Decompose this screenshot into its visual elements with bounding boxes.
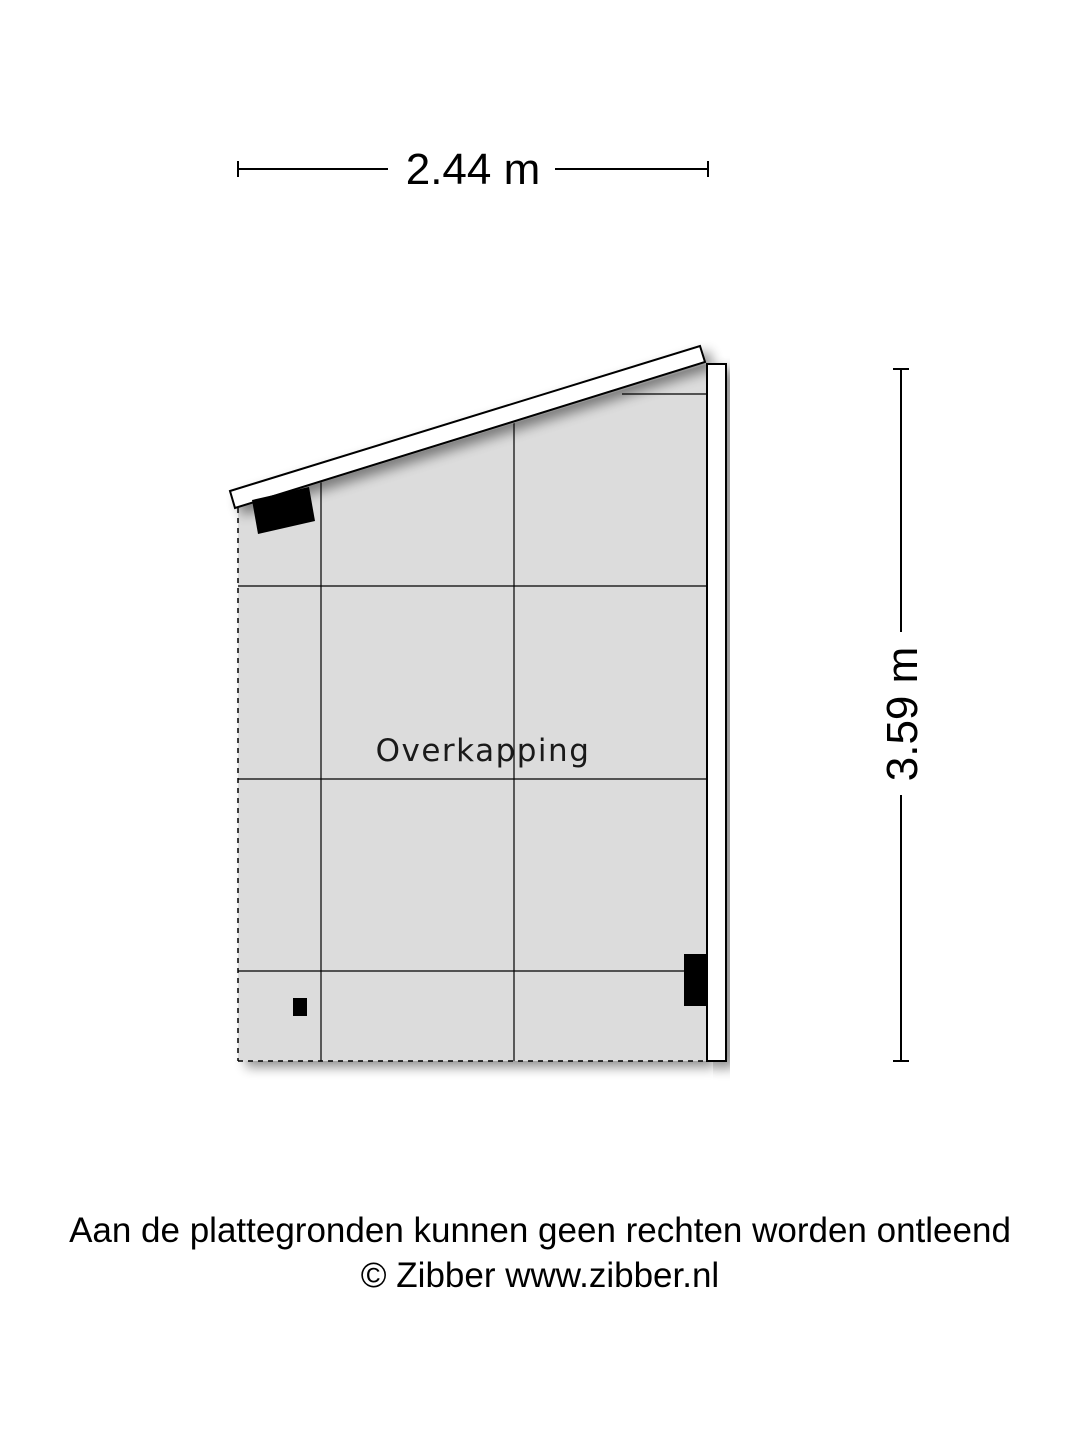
width-dimension <box>238 145 708 194</box>
height-dimension-label: 3.59 m <box>878 646 927 782</box>
post-bottom-left <box>293 998 307 1016</box>
right-wall <box>707 364 726 1061</box>
copyright-text: © Zibber www.zibber.nl <box>360 1256 720 1295</box>
disclaimer-text: Aan de plattegronden kunnen geen rechten worden ontleend <box>69 1211 1011 1250</box>
room-overkapping <box>230 346 726 1061</box>
height-dimension <box>878 369 927 1061</box>
room-label: Overkapping <box>375 733 591 769</box>
width-dimension-label: 2.44 m <box>405 145 541 194</box>
post-right <box>684 954 707 1006</box>
